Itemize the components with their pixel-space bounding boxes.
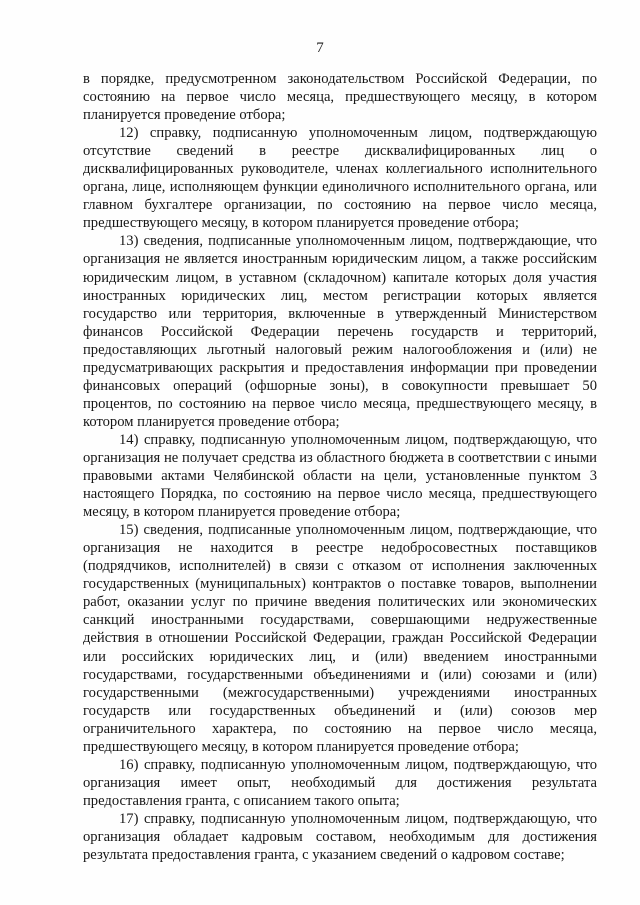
paragraph-continuation: в порядке, предусмотренном законодательством Российской Федерации, по состоянию на первое число месяца, предшествующего месяцу, в котором планируется проведение отбора; — [83, 71, 597, 124]
paragraph-item-17: 17) справку, подписанную уполномоченным лицом, подтверждающую, что организация обладает кадровым составом, необходимым для достижения результата предоставления гранта, с указанием сведений о кадровом составе; — [83, 810, 597, 864]
paragraph-item-14: 14) справку, подписанную уполномоченным лицом, подтверждающую, что организация не получает средства из областного бюджета в соответствии с иными правовыми актами Челябинской области на цели, установленные пунктом 3 настоящего Порядка, по состоянию на первое число месяца, предшествующего месяцу, в котором планируется проведение отбора; — [83, 431, 597, 521]
page-number: 7 — [316, 40, 324, 56]
paragraph-item-12: 12) справку, подписанную уполномоченным лицом, подтверждающую отсутствие сведений в реестре дисквалифицированных лиц о дисквалифицированных руководителе, членах коллегиального исполнительного органа, лице, исполняющем функции единоличного исполнительного органа, или главном бухгалтере организации, по состоянию на первое число месяца, предшествующего месяцу, в котором планируется проведение отбора; — [83, 125, 597, 232]
document-body — [83, 70, 597, 864]
paragraph-item-15: 15) сведения, подписанные уполномоченным лицом, подтверждающие, что организация не находится в реестре недобросовестных поставщиков (подрядчиков, исполнителей) в связи с отказом от исполнения заключенных государственных (муниципальных) контрактов о поставке товаров, выполнении работ, оказании услуг по причине введения политических или экономических санкций иностранными государствами, совершающими недружественные действия в отношении Российской Федерации, граждан Российской Федерации или российских юридических лиц, и (или) введением иностранными государствами, государственными объединениями и (или) союзами и (или) государственными (межгосударственными) учреждениями иностранных государств или государственных объединений и (или) союзов мер ограничительного характера, по состоянию на первое число месяца, предшествующего месяцу, в котором планируется проведение отбора; — [83, 522, 597, 755]
paragraph-item-13: 13) сведения, подписанные уполномоченным лицом, подтверждающие, что организация не является иностранным юридическим лицом, а также российским юридическим лицом, в уставном (складочном) капитале которых доля участия иностранных юридических лиц, местом регистрации которых является государство или территория, включенные в утвержденный Министерством финансов Российской Федерации перечень государств и территорий, предоставляющих льготный налоговый режим налогообложения и (или) не предусматривающих раскрытия и предоставления информации при проведении финансовых операций (офшорные зоны), в совокупности превышает 50 процентов, по состоянию на первое число месяца, предшествующего месяцу, в котором планируется проведение отбора; — [83, 233, 597, 430]
paragraph-item-16: 16) справку, подписанную уполномоченным лицом, подтверждающую, что организация имеет опыт, необходимый для достижения результата предоставления гранта, с описанием такого опыта; — [83, 756, 597, 809]
